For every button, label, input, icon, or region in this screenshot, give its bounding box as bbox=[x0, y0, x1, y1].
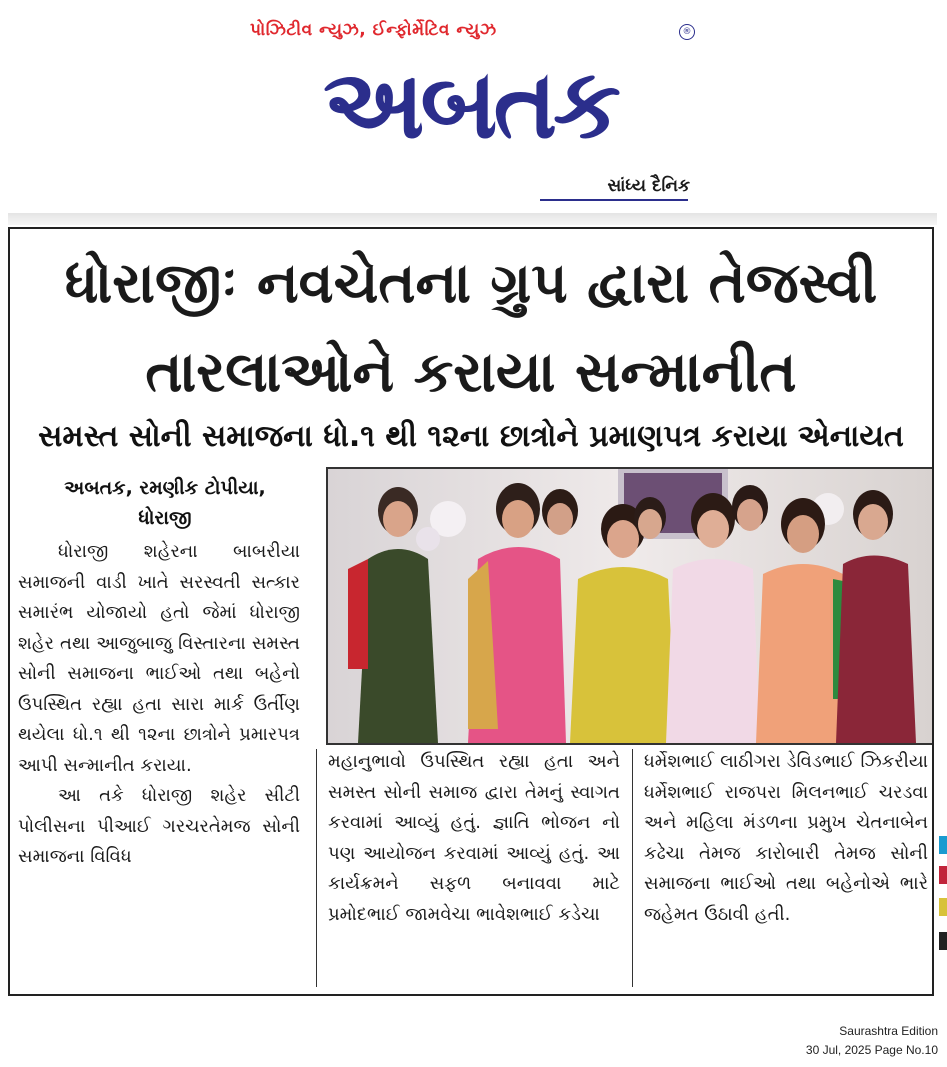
article-column-3 bbox=[644, 747, 928, 987]
headline-line-2: તારલાઓને કરાયા સન્માનીત bbox=[145, 340, 797, 405]
masthead bbox=[0, 0, 947, 215]
group-photo bbox=[326, 467, 934, 745]
subname-underline bbox=[540, 199, 688, 201]
byline bbox=[20, 473, 310, 533]
newspaper-logo: અબતક bbox=[323, 48, 617, 160]
article-column-1 bbox=[18, 537, 300, 987]
byline-place: ધોરાજી bbox=[138, 507, 192, 529]
subheadline: સમસ્ત સોની સમાજના ધો.૧ થી ૧૨ના છાત્રોને પ્રમાણપત્ર કરાયા એનાયત bbox=[38, 419, 904, 454]
masthead-tagline: પોઝિટીવ ન્યુઝ, ઈન્ફોર્મેટિવ ન્યુઝ bbox=[250, 20, 497, 40]
column-1-paragraph-2: આ તકે ધોરાજી શહેર સીટી પોલીસના પીઆઈ ગરચરતેમજ સોની સમાજના વિવિધ bbox=[18, 785, 300, 867]
news-article bbox=[8, 227, 934, 996]
column-1-paragraph-1: ધોરાજી શહેરના બાબરીયા સમાજની વાડી ખાતે સરસ્વતી સત્કાર સમારંભ યોજાયો હતો જેમાં ધોરાજી શહેર તથા આજુબાજુ વિસ્તારના સમસ્ત સોની સમાજના ભાઈઓ તથા બહેનો ઉપસ્થિત રહ્યા હતા સારા માર્ક ઉર્તીણ થયેલા ધો.૧ થી ૧૨ના છાત્રોને પ્રમારપત્ર આપી સન્માનીત કરાયા. bbox=[18, 541, 300, 776]
clipped-edge-content bbox=[939, 836, 947, 966]
column-2-text: મહાનુભાવો ઉપસ્થિત રહ્યા હતા અને સમસ્ત સોની સમાજ દ્વારા તેમનું સ્વાગત કરવામાં આવ્યું હતું. જ્ઞાતિ ભોજન નો પણ આયોજન કરવામાં આવ્યું હતું. આ કાર્યક્રમને સફળ બનાવવા માટે પ્રમોદભાઈ જામવેચા ભાવેશભાઈ કડેચા bbox=[328, 751, 620, 925]
edge-mark-dark bbox=[939, 932, 947, 950]
edge-mark-red bbox=[939, 866, 947, 884]
headline-line-1: ધોરાજીઃ નવચેતના ગ્રુપ દ્વારા તેજસ્વી bbox=[64, 251, 878, 316]
column-3-text: ધર્મેશભાઈ લાઠીગરા ડેવિડભાઈ ઝિકરીયા ધર્મેશભાઈ રાજપરા મિલનભાઈ ચરડવા અને મહિલા મંડળના પ્રમુખ ચેતનાબેન કઢેચા તેમજ કારોબારી તેમજ સોની સમાજના ભાઈઓ તથા બહેનોએ ભારે જહેમત ઉઠાવી હતી. bbox=[644, 751, 928, 925]
column-divider bbox=[316, 749, 317, 987]
byline-author: અબતક, રમણીક ટોપીયા, bbox=[64, 477, 266, 499]
group-photo-icon bbox=[328, 469, 934, 743]
masthead-subname: સાંધ્ય દૈનિક bbox=[607, 176, 690, 196]
edge-mark-yellow bbox=[939, 898, 947, 916]
edition-name: Saurashtra Edition bbox=[839, 1024, 938, 1038]
edition-date-page: 30 Jul, 2025 Page No.10 bbox=[805, 1043, 938, 1057]
article-column-2 bbox=[328, 747, 620, 987]
column-divider bbox=[632, 749, 633, 987]
edition-footer bbox=[806, 1022, 938, 1060]
masthead-shadow bbox=[8, 213, 937, 225]
registered-mark: ® bbox=[679, 24, 695, 40]
edge-mark-blue bbox=[939, 836, 947, 854]
